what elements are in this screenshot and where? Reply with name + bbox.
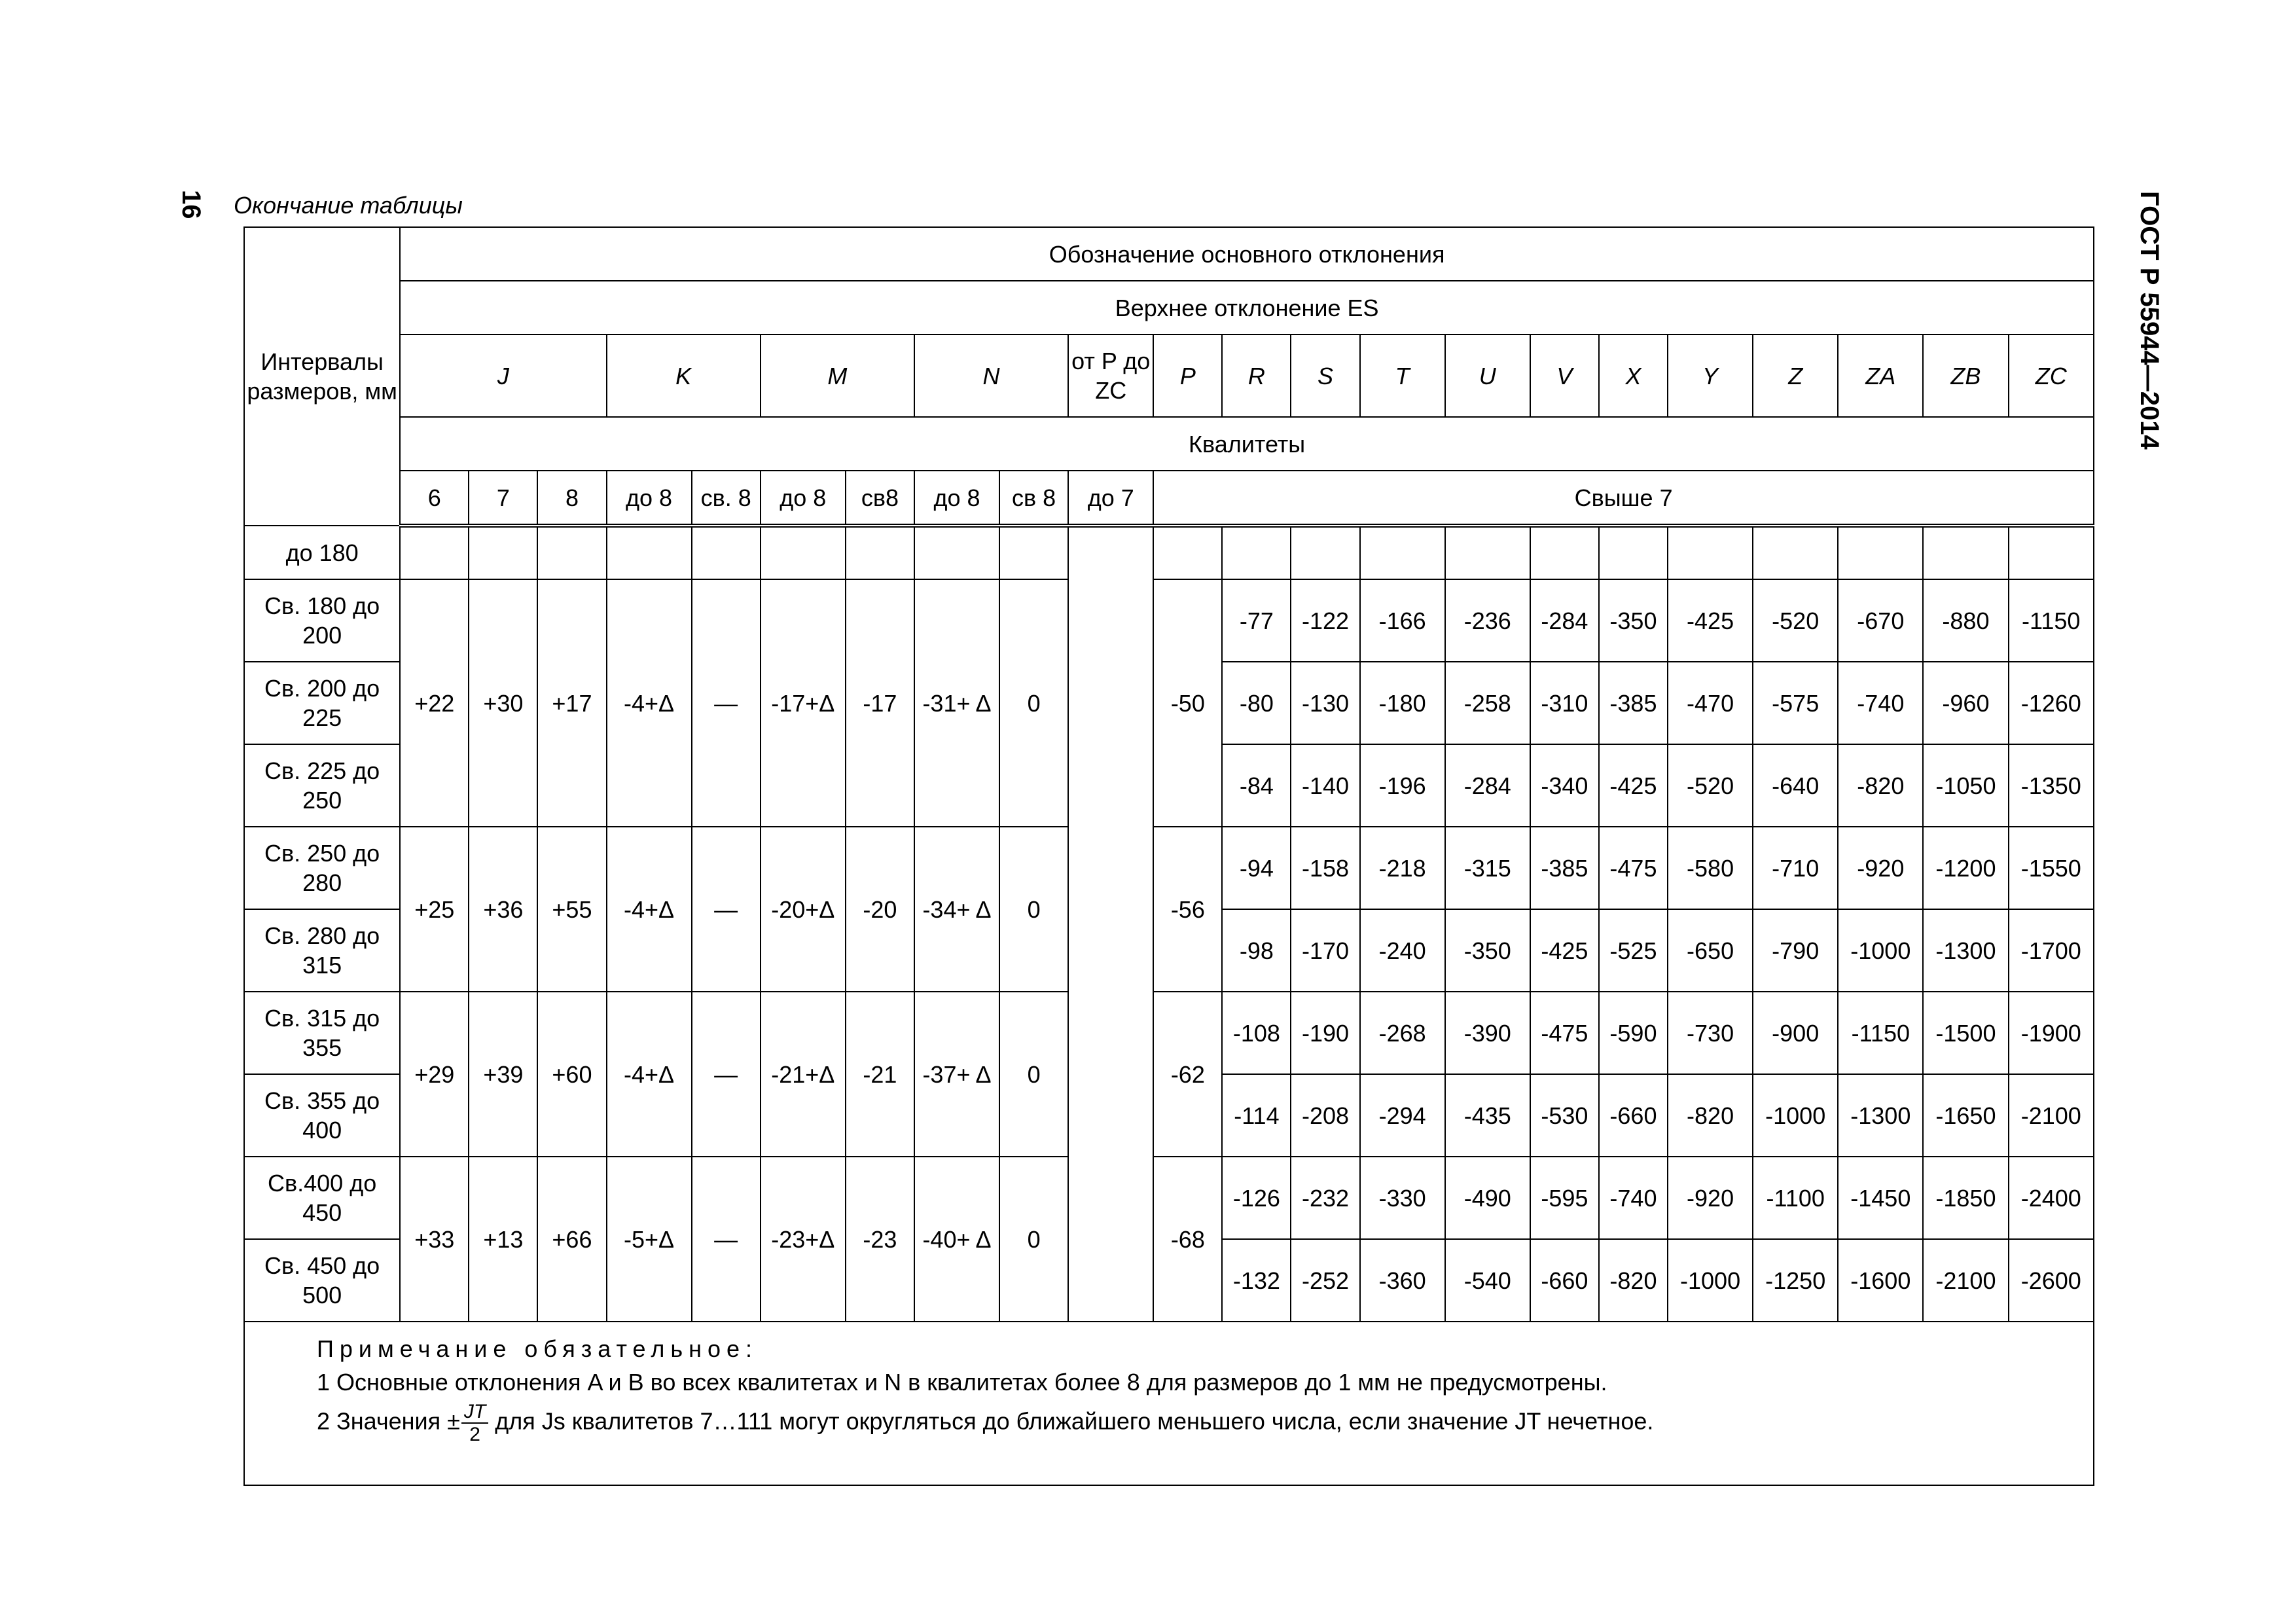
empty-cell <box>1360 526 1445 579</box>
table-row <box>244 1157 2094 1239</box>
upper-deviation-header: Верхнее отклонение ES <box>400 281 2094 334</box>
document-code: ГОСТ Р 55944—2014 <box>2135 191 2164 450</box>
value-cell: -660 <box>1599 1074 1668 1157</box>
page-number: 16 <box>177 190 206 219</box>
value-cell: 0 <box>999 579 1068 827</box>
value-cell: -350 <box>1599 579 1668 662</box>
value-cell: -84 <box>1222 744 1291 827</box>
value-cell: -920 <box>1668 1157 1753 1239</box>
value-cell: -730 <box>1668 992 1753 1074</box>
intervals-header: Интервалы размеров, мм <box>244 227 400 526</box>
value-cell: -820 <box>1599 1239 1668 1322</box>
empty-cell <box>1668 526 1753 579</box>
value-cell: -660 <box>1530 1239 1599 1322</box>
value-cell: — <box>692 1157 761 1322</box>
value-cell: -1000 <box>1753 1074 1838 1157</box>
value-cell: -130 <box>1291 662 1359 744</box>
value-cell: -114 <box>1222 1074 1291 1157</box>
designation-header: Обозначение основного отклонения <box>400 227 2094 281</box>
value-cell: -196 <box>1360 744 1445 827</box>
empty-cell <box>1753 526 1838 579</box>
value-cell: -34+ Δ <box>914 827 999 992</box>
value-cell: -294 <box>1360 1074 1445 1157</box>
value-cell: +33 <box>400 1157 469 1322</box>
value-cell: -790 <box>1753 909 1838 992</box>
value-cell: -820 <box>1838 744 1923 827</box>
jt-fraction <box>461 1401 488 1445</box>
value-cell: -23 <box>846 1157 914 1322</box>
interval-cell: Св.400 до 450 <box>244 1157 400 1239</box>
letter-header: N <box>914 334 1068 417</box>
value-cell: -390 <box>1445 992 1530 1074</box>
value-cell: -190 <box>1291 992 1359 1074</box>
value-cell: -31+ Δ <box>914 579 999 827</box>
value-cell: -820 <box>1668 1074 1753 1157</box>
value-cell: -166 <box>1360 579 1445 662</box>
value-cell: -240 <box>1360 909 1445 992</box>
empty-cell <box>1599 526 1668 579</box>
empty-cell <box>692 526 761 579</box>
value-cell: -670 <box>1838 579 1923 662</box>
value-cell: -252 <box>1291 1239 1359 1322</box>
letter-header: X <box>1599 334 1668 417</box>
fraction-denominator: 2 <box>469 1424 480 1445</box>
letter-header: T <box>1360 334 1445 417</box>
letter-header: U <box>1445 334 1530 417</box>
grades-header: Квалитеты <box>400 417 2094 471</box>
value-cell: -170 <box>1291 909 1359 992</box>
value-cell: -330 <box>1360 1157 1445 1239</box>
value-cell: -1150 <box>2009 579 2094 662</box>
value-cell: -960 <box>1923 662 2008 744</box>
value-cell: -180 <box>1360 662 1445 744</box>
value-cell: +30 <box>469 579 537 827</box>
value-cell: -132 <box>1222 1239 1291 1322</box>
empty-cell <box>2009 526 2094 579</box>
interval-cell: до 180 <box>244 526 400 579</box>
value-cell: -1200 <box>1923 827 2008 909</box>
value-cell: -77 <box>1222 579 1291 662</box>
value-cell: -1100 <box>1753 1157 1838 1239</box>
value-cell: -20 <box>846 827 914 992</box>
value-cell: -4+Δ <box>607 579 692 827</box>
letter-header: ZC <box>2009 334 2094 417</box>
value-cell: -740 <box>1838 662 1923 744</box>
note-2-prefix: 2 Значения ± <box>317 1407 460 1435</box>
empty-cell <box>1222 526 1291 579</box>
grade-header: св. 8 <box>692 471 761 526</box>
letter-header: R <box>1222 334 1291 417</box>
value-cell: -1550 <box>2009 827 2094 909</box>
value-cell: -525 <box>1599 909 1668 992</box>
grade-header: до 8 <box>761 471 846 526</box>
empty-cell <box>1153 526 1222 579</box>
interval-cell: Св. 355 до 400 <box>244 1074 400 1157</box>
value-cell: -2100 <box>1923 1239 2008 1322</box>
p-value-cell: -68 <box>1153 1157 1222 1322</box>
grade-header: до 8 <box>914 471 999 526</box>
value-cell: -23+Δ <box>761 1157 846 1322</box>
value-cell: -1600 <box>1838 1239 1923 1322</box>
letter-header: M <box>761 334 914 417</box>
interval-cell: Св. 280 до 315 <box>244 909 400 992</box>
p-value-cell: -50 <box>1153 579 1222 827</box>
value-cell: -425 <box>1599 744 1668 827</box>
value-cell: -575 <box>1753 662 1838 744</box>
grade-header: св8 <box>846 471 914 526</box>
value-cell: -40+ Δ <box>914 1157 999 1322</box>
value-cell: -108 <box>1222 992 1291 1074</box>
value-cell: -208 <box>1291 1074 1359 1157</box>
value-cell: -1900 <box>2009 992 2094 1074</box>
value-cell: -340 <box>1530 744 1599 827</box>
fraction-numerator: JT <box>461 1401 488 1424</box>
value-cell: -1650 <box>1923 1074 2008 1157</box>
value-cell: -520 <box>1753 579 1838 662</box>
value-cell: +25 <box>400 827 469 992</box>
letter-header: Z <box>1753 334 1838 417</box>
value-cell: -17 <box>846 579 914 827</box>
value-cell: -1850 <box>1923 1157 2008 1239</box>
value-cell: +29 <box>400 992 469 1157</box>
value-cell: -490 <box>1445 1157 1530 1239</box>
value-cell: +22 <box>400 579 469 827</box>
value-cell: +13 <box>469 1157 537 1322</box>
grade-header: до 8 <box>607 471 692 526</box>
grade-header: 8 <box>537 471 606 526</box>
value-cell: -385 <box>1530 827 1599 909</box>
value-cell: +55 <box>537 827 606 992</box>
value-cell: -94 <box>1222 827 1291 909</box>
value-cell: +17 <box>537 579 606 827</box>
empty-cell <box>1530 526 1599 579</box>
value-cell: -1050 <box>1923 744 2008 827</box>
value-cell: -284 <box>1445 744 1530 827</box>
value-cell: +39 <box>469 992 537 1157</box>
value-cell: -2100 <box>2009 1074 2094 1157</box>
empty-cell <box>1445 526 1530 579</box>
value-cell: 0 <box>999 827 1068 992</box>
value-cell: -1250 <box>1753 1239 1838 1322</box>
table-row <box>244 579 2094 662</box>
value-cell: -4+Δ <box>607 827 692 992</box>
value-cell: -650 <box>1668 909 1753 992</box>
empty-cell <box>914 526 999 579</box>
deviation-table-wrapper <box>243 226 2094 1486</box>
note-1: 1 Основные отклонения A и B во всех квалитетах и N в квалитетах более 8 для размеров до 1 мм не предусмотрены. <box>317 1369 1607 1396</box>
notes-title: Примечание обязательное: <box>317 1335 759 1362</box>
value-cell: +36 <box>469 827 537 992</box>
value-cell: -880 <box>1923 579 2008 662</box>
table-caption: Окончание таблицы <box>234 192 463 219</box>
interval-cell: Св. 250 до 280 <box>244 827 400 909</box>
value-cell: -236 <box>1445 579 1530 662</box>
grade-header: св 8 <box>999 471 1068 526</box>
value-cell: -5+Δ <box>607 1157 692 1322</box>
letter-header: ZA <box>1838 334 1923 417</box>
deviation-table <box>243 226 2094 1486</box>
value-cell: -425 <box>1530 909 1599 992</box>
value-cell: -900 <box>1753 992 1838 1074</box>
p-to-zc-cell <box>1068 526 1153 1322</box>
value-cell: -640 <box>1753 744 1838 827</box>
empty-cell <box>761 526 846 579</box>
value-cell: -310 <box>1530 662 1599 744</box>
value-cell: -590 <box>1599 992 1668 1074</box>
grade-header: 6 <box>400 471 469 526</box>
letter-header: P <box>1153 334 1222 417</box>
empty-cell <box>1923 526 2008 579</box>
value-cell: -1300 <box>1923 909 2008 992</box>
note-2 <box>317 1401 2093 1445</box>
value-cell: -158 <box>1291 827 1359 909</box>
value-cell: -1000 <box>1838 909 1923 992</box>
value-cell: -425 <box>1668 579 1753 662</box>
grade-header: 7 <box>469 471 537 526</box>
letter-header: S <box>1291 334 1359 417</box>
empty-cell <box>469 526 537 579</box>
value-cell: -385 <box>1599 662 1668 744</box>
value-cell: -122 <box>1291 579 1359 662</box>
value-cell: +60 <box>537 992 606 1157</box>
value-cell: -37+ Δ <box>914 992 999 1157</box>
value-cell: -580 <box>1668 827 1753 909</box>
value-cell: -218 <box>1360 827 1445 909</box>
above-7-header: Свыше 7 <box>1153 471 2094 526</box>
value-cell: -140 <box>1291 744 1359 827</box>
value-cell: -435 <box>1445 1074 1530 1157</box>
letter-header: J <box>400 334 606 417</box>
value-cell: -595 <box>1530 1157 1599 1239</box>
notes <box>244 1322 2094 1485</box>
empty-cell <box>607 526 692 579</box>
value-cell: -17+Δ <box>761 579 846 827</box>
value-cell: -920 <box>1838 827 1923 909</box>
letter-header: K <box>607 334 761 417</box>
value-cell: -20+Δ <box>761 827 846 992</box>
p-value-cell: -62 <box>1153 992 1222 1157</box>
interval-cell: Св. 225 до 250 <box>244 744 400 827</box>
value-cell: -710 <box>1753 827 1838 909</box>
letter-header: Y <box>1668 334 1753 417</box>
value-cell: 0 <box>999 992 1068 1157</box>
empty-cell <box>1291 526 1359 579</box>
value-cell: -2400 <box>2009 1157 2094 1239</box>
value-cell: -258 <box>1445 662 1530 744</box>
value-cell: -520 <box>1668 744 1753 827</box>
value-cell: — <box>692 579 761 827</box>
value-cell: -1450 <box>1838 1157 1923 1239</box>
value-cell: -350 <box>1445 909 1530 992</box>
value-cell: -1350 <box>2009 744 2094 827</box>
value-cell: -21 <box>846 992 914 1157</box>
value-cell: -1500 <box>1923 992 2008 1074</box>
interval-cell: Св. 180 до 200 <box>244 579 400 662</box>
interval-cell: Св. 450 до 500 <box>244 1239 400 1322</box>
grade-header: до 7 <box>1068 471 1153 526</box>
empty-cell <box>846 526 914 579</box>
value-cell: -315 <box>1445 827 1530 909</box>
value-cell: -360 <box>1360 1239 1445 1322</box>
value-cell: -1300 <box>1838 1074 1923 1157</box>
letter-header: V <box>1530 334 1599 417</box>
value-cell: -2600 <box>2009 1239 2094 1322</box>
empty-cell <box>537 526 606 579</box>
table-row <box>244 526 2094 579</box>
value-cell: -475 <box>1599 827 1668 909</box>
p-value-cell: -56 <box>1153 827 1222 992</box>
value-cell: -740 <box>1599 1157 1668 1239</box>
interval-cell: Св. 315 до 355 <box>244 992 400 1074</box>
value-cell: -4+Δ <box>607 992 692 1157</box>
value-cell: +66 <box>537 1157 606 1322</box>
value-cell: -126 <box>1222 1157 1291 1239</box>
table-row <box>244 992 2094 1074</box>
value-cell: -1150 <box>1838 992 1923 1074</box>
value-cell: -540 <box>1445 1239 1530 1322</box>
value-cell: -21+Δ <box>761 992 846 1157</box>
value-cell: — <box>692 827 761 992</box>
empty-cell <box>1838 526 1923 579</box>
letter-header: ZB <box>1923 334 2008 417</box>
value-cell: -530 <box>1530 1074 1599 1157</box>
empty-cell <box>400 526 469 579</box>
value-cell: -98 <box>1222 909 1291 992</box>
value-cell: -470 <box>1668 662 1753 744</box>
value-cell: -80 <box>1222 662 1291 744</box>
value-cell: -1700 <box>2009 909 2094 992</box>
letter-header: от P до ZC <box>1068 334 1153 417</box>
empty-cell <box>999 526 1068 579</box>
interval-cell: Св. 200 до 225 <box>244 662 400 744</box>
value-cell: -1000 <box>1668 1239 1753 1322</box>
table-row <box>244 827 2094 909</box>
value-cell: -284 <box>1530 579 1599 662</box>
value-cell: 0 <box>999 1157 1068 1322</box>
value-cell: -1260 <box>2009 662 2094 744</box>
value-cell: -232 <box>1291 1157 1359 1239</box>
value-cell: -475 <box>1530 992 1599 1074</box>
value-cell: -268 <box>1360 992 1445 1074</box>
value-cell: — <box>692 992 761 1157</box>
note-2-suffix: для Js квалитетов 7…111 могут округляться до ближайшего меньшего числа, если значение JT нечетное. <box>495 1407 1654 1435</box>
